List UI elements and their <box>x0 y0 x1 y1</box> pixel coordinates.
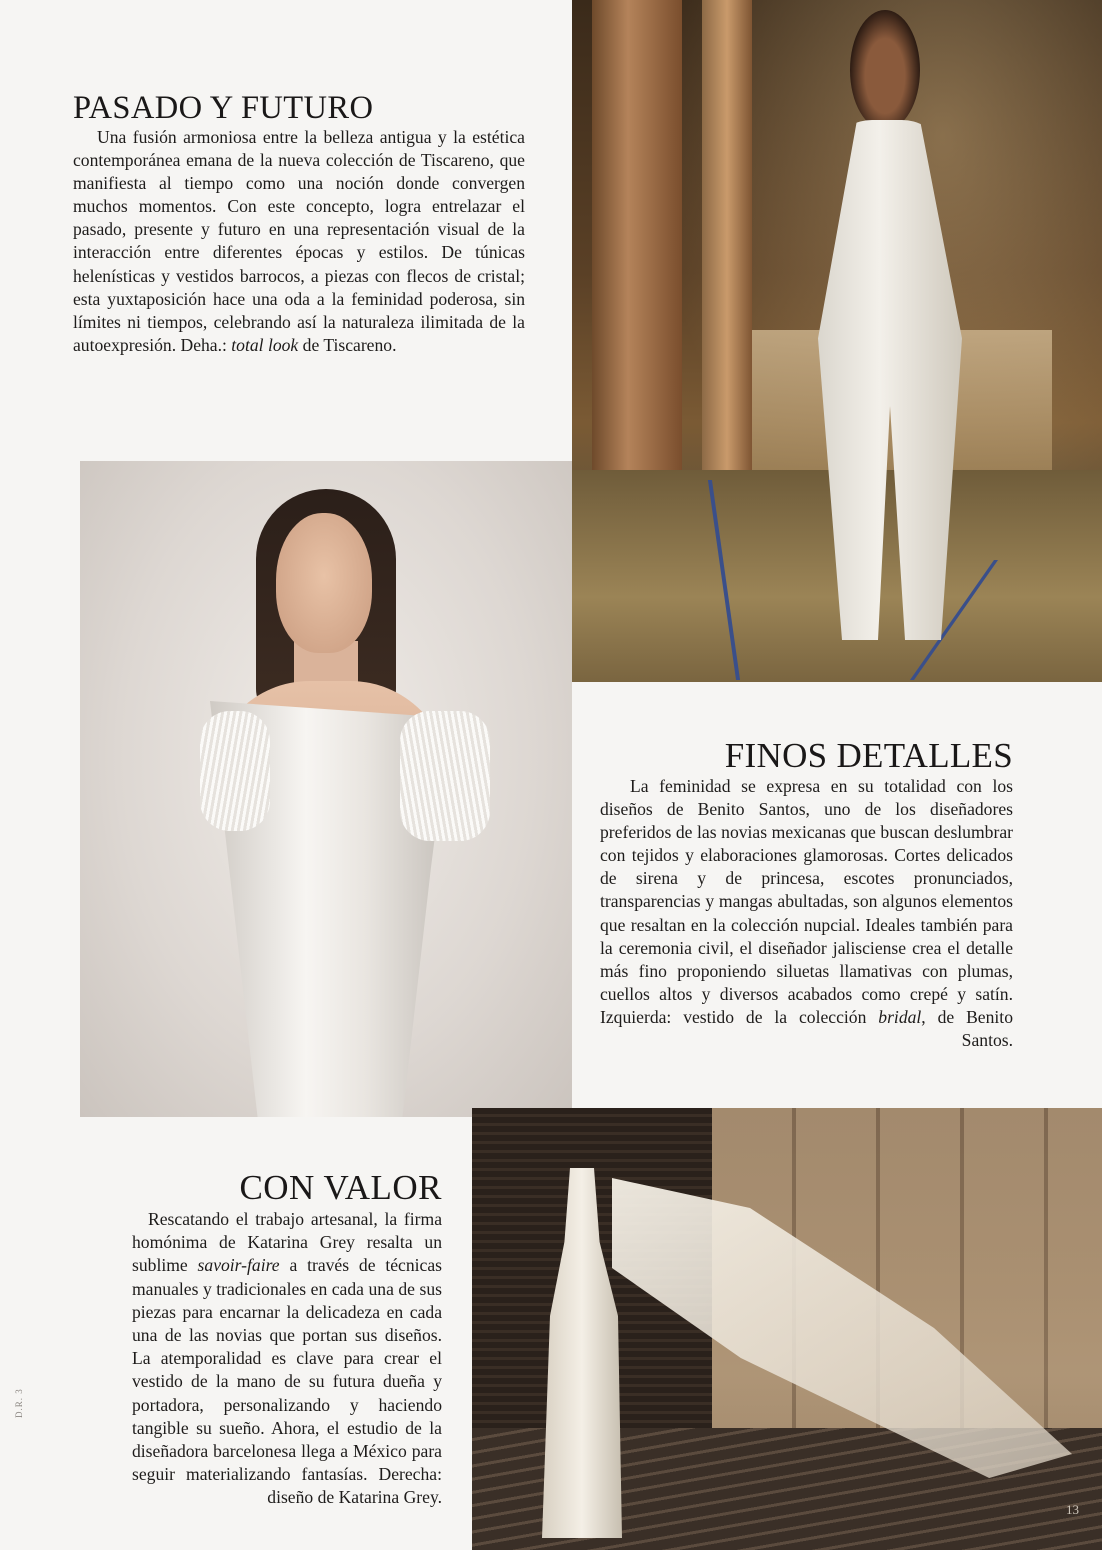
model-head <box>850 10 920 130</box>
body-finos-detalles <box>600 775 1013 1052</box>
column-right <box>702 0 752 470</box>
page-number: 13 <box>1066 1502 1079 1517</box>
body-text-italic: savoir-faire <box>197 1255 280 1276</box>
model-face <box>276 513 372 653</box>
section-con-valor <box>132 1168 442 1510</box>
photo-credit: D.R. 3 <box>14 1388 24 1418</box>
body-text: de Tiscareno. <box>298 334 397 355</box>
body-text: , de Benito Santos. <box>921 1006 1013 1051</box>
body-text: Una fusión armoniosa entre la belleza antigua y la estética contemporánea emana de la nueva colección de Tiscareno, que manifiesta al tiempo como una noción donde convergen muchos momentos. Con este concepto, logra entrelazar el pasado, presente y futuro en una representación visual de la interacción entre diferentes épocas y estilos. De túnicas helenísticas y vestidos barrocos, a piezas con flecos de cristal; esta yuxtaposición hace una oda a la feminidad poderosa, sin límites ni tiempos, celebrando así la naturaleza ilimitada de la autoexpresión. Deha.: <box>73 127 525 355</box>
body-text-italic: bridal <box>878 1006 922 1027</box>
photo-benito-santos-dress <box>80 461 572 1117</box>
feather-sleeve-left <box>200 711 270 831</box>
heading-finos-detalles: FINOS DETALLES <box>724 736 1013 775</box>
section-pasado-y-futuro <box>73 90 525 357</box>
section-finos-detalles <box>600 737 1013 1052</box>
body-con-valor <box>132 1208 442 1510</box>
heading-pasado-y-futuro: PASADO Y FUTURO <box>73 90 374 126</box>
body-text: La feminidad se expresa en su totalidad con los diseños de Benito Santos, uno de los diseñadores preferidos de las novias mexicanas que buscan deslumbrar con tejidos y elaboraciones glamorosas. Cortes delicados de sirena y de princesa, escotes pronunciados, transparencias y mangas abultadas, son algunos elementos que resaltan en la colección nupcial. Ideales también para la ceremonia civil, el diseñador jalisciense crea el detalle más fino proponiendo siluetas llamativas con plumas, cuellos altos y diversos acabados como crepé y satín. Izquierda: vestido de la colección <box>600 776 1013 1027</box>
photo-tiscareno-suit <box>572 0 1102 682</box>
heading-con-valor: CON VALOR <box>239 1168 442 1207</box>
photo-katarina-grey-veil <box>472 1108 1102 1550</box>
feather-sleeve-right <box>400 711 490 841</box>
body-text-italic: total look <box>231 334 299 355</box>
column-left <box>592 0 682 470</box>
body-text: Rescatando el trabajo artesanal, la firma homónima de Katarina Grey resalta un sublime <box>132 1209 442 1276</box>
body-text: a través de técnicas manuales y tradicionales en cada una de sus piezas para encarnar la delicadeza en cada una de las novias que portan sus diseños. La atemporalidad es clave para crear el vestido de la mano de su futura dueña y portadora, personalizando y haciendo tangible su sueño. Ahora, el estudio de la diseñadora barcelonesa llega a México para seguir materializando fantasías. Derecha: diseño de Katarina Grey. <box>132 1255 442 1508</box>
body-pasado-y-futuro <box>73 126 525 357</box>
